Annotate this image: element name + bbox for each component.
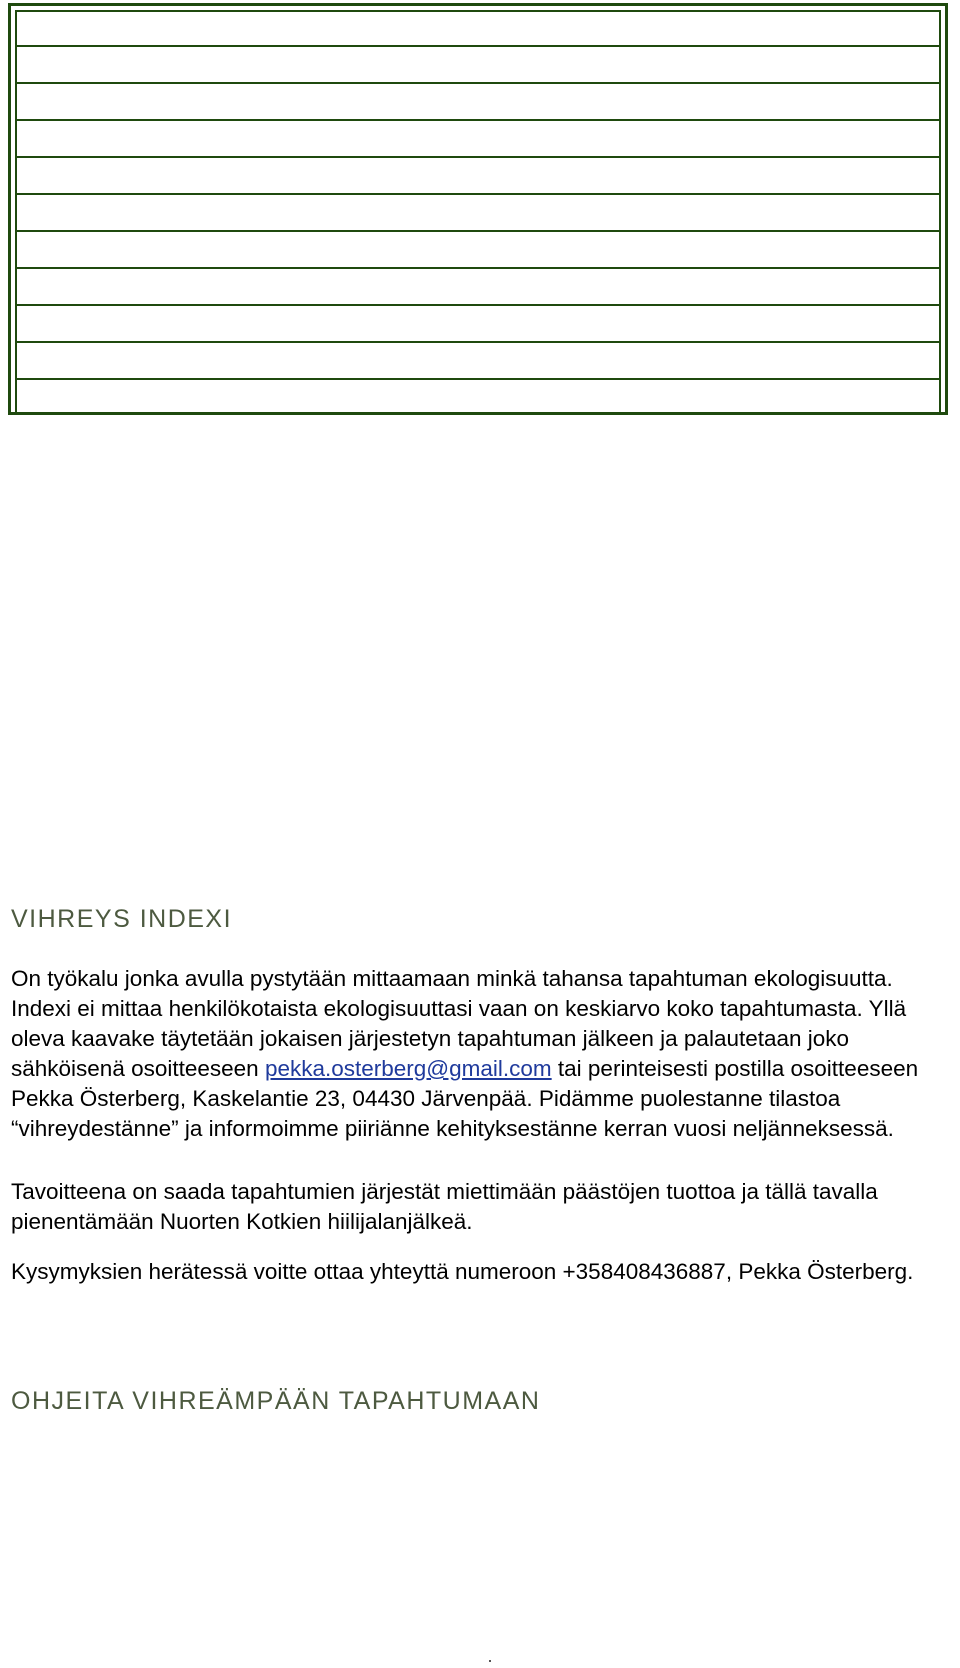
form-row[interactable] — [15, 158, 941, 195]
form-row[interactable] — [15, 232, 941, 269]
intro-paragraph — [11, 964, 941, 1144]
email-link[interactable]: pekka.osterberg@gmail.com — [264, 1056, 552, 1081]
form-row[interactable] — [15, 84, 941, 121]
form-row[interactable] — [15, 380, 941, 415]
intro-text-part1: On työkalu jonka avulla pystytään mittaamaan minkä tahansa tapahtuman ekologisuutta. Indexi ei mittaa henkilökotaista ekologisuuttasi vaan on keskiarvo koko tapahtumasta. Yllä oleva kaavake täytetään jokaisen järjestetyn tapahtuman jälkeen ja palautetaan joko sähköisenä osoitteeseen — [11, 966, 907, 1081]
goal-paragraph: Tavoitteena on saada tapahtumien järjestät miettimään päästöjen tuottoa ja tällä tavalla pienentämään Nuorten Kotkien hiilijalanjälkeä. — [11, 1179, 878, 1234]
page-marker-dot — [489, 1660, 491, 1662]
form-row[interactable] — [15, 47, 941, 84]
event-form-table — [8, 3, 948, 415]
form-row[interactable] — [15, 195, 941, 232]
form-row[interactable] — [15, 343, 941, 380]
contact-paragraph: Kysymyksien herätessä voitte ottaa yhteyttä numeroon +358408436887, Pekka Österberg. — [11, 1259, 914, 1284]
form-row[interactable] — [15, 306, 941, 343]
form-row[interactable] — [15, 121, 941, 158]
form-row[interactable] — [15, 269, 941, 306]
section-title-ohjeita: OHJEITA VIHREÄMPÄÄN TAPAHTUMAAN — [11, 1387, 541, 1415]
form-row[interactable] — [15, 10, 941, 47]
section-title-vihreys-indexi: VIHREYS INDEXI — [11, 905, 233, 933]
intro-text-part2: tai perinteisesti postilla osoitteeseen Pekka Österberg, Kaskelantie 23, 04430 Järvenpää. Pidämme puolestanne tilastoa “vihreydestänne” ja informoimme piiriänne kehityksestänne kerran vuosi neljänneksessä. — [11, 1056, 919, 1141]
